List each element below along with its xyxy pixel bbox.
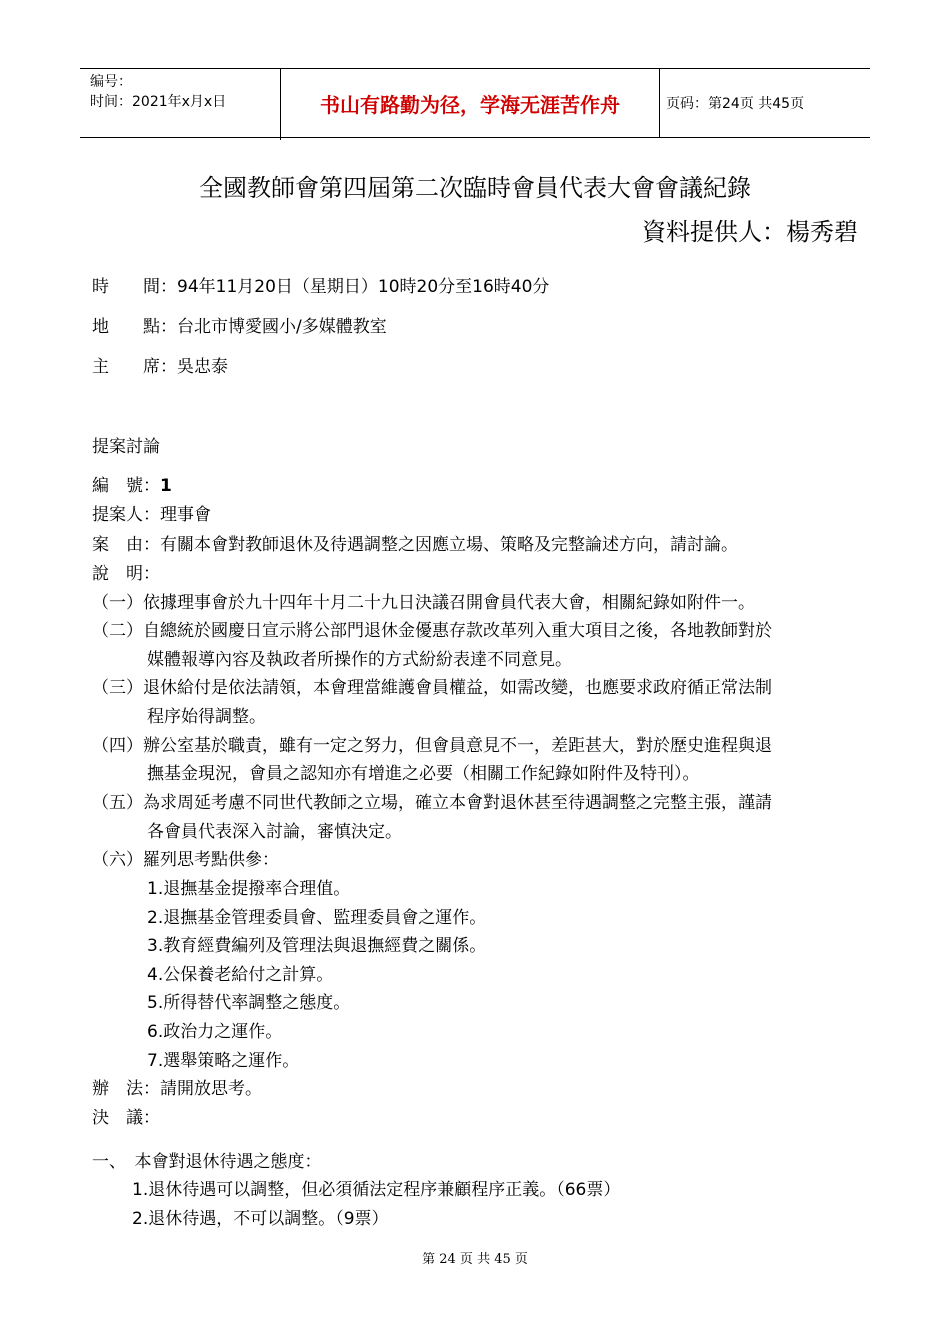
section-heading: 提案討論 — [92, 437, 160, 457]
explanation-label: 說 明： — [92, 564, 160, 584]
list-item-continuation: 撫基金現況，會員之認知亦有增進之必要（相關工作紀錄如附件及特刊）。 — [147, 764, 700, 784]
list-item-continuation: 媒體報導內容及執政者所操作的方式紛紛表達不同意見。 — [147, 650, 572, 670]
proposal-number — [92, 471, 172, 496]
consideration-item: 1.退撫基金提撥率合理值。 — [147, 879, 351, 899]
resolution-vote: 2.退休待遇，不可以調整。（9票） — [132, 1209, 389, 1229]
list-item: （三）退休給付是依法請領，本會理當維護會員權益，如需改變，也應要求政府循正常法制 — [92, 678, 772, 698]
list-item: （四）辦公室基於職責，雖有一定之努力，但會員意見不一，差距甚大，對於歷史進程與退 — [92, 736, 772, 756]
proposal-number-value: 1 — [160, 476, 172, 496]
header-page-label: 页码：第24页 共45页 — [666, 96, 805, 112]
resolution-vote: 1.退休待遇可以調整，但必須循法定程序兼顧程序正義。（66票） — [132, 1180, 621, 1200]
consideration-item: 2.退撫基金管理委員會、監理委員會之運作。 — [147, 908, 487, 928]
list-item-continuation: 程序始得調整。 — [147, 707, 266, 727]
list-item: （五）為求周延考慮不同世代教師之立場，確立本會對退休甚至待遇調整之完整主張，謹請 — [92, 793, 772, 813]
header-time-label: 时间：2021年x月x日 — [90, 94, 227, 110]
resolution-item: 一、 本會對退休待遇之態度： — [92, 1152, 322, 1172]
consideration-item: 4.公保養老給付之計算。 — [147, 965, 334, 985]
resolution-label: 決 議： — [92, 1108, 160, 1128]
header-motto: 书山有路勤为径，学海无涯苦作舟 — [281, 69, 660, 137]
consideration-item: 5.所得替代率調整之態度。 — [147, 993, 351, 1013]
list-item: （一）依據理事會於九十四年十月二十九日決議召開會員代表大會，相關紀錄如附件一。 — [92, 593, 755, 613]
document-title: 全國教師會第四屆第二次臨時會員代表大會會議紀錄 — [199, 174, 751, 202]
proposal-number-label: 編 號： — [92, 476, 160, 496]
page-footer: 第 24 页 共 45 页 — [422, 1252, 528, 1267]
header-number-label: 编号： — [90, 74, 132, 90]
meeting-time: 時 間：94年11月20日（星期日）10時20分至16時40分 — [92, 277, 550, 297]
proposal-cause: 案 由：有關本會對教師退休及待遇調整之因應立場、策略及完整論述方向，請討論。 — [92, 535, 738, 555]
document-header — [80, 68, 870, 138]
document-provider: 資料提供人：楊秀碧 — [642, 218, 858, 246]
method: 辦 法：請開放思考。 — [92, 1079, 262, 1099]
list-item-continuation: 各會員代表深入討論，審慎決定。 — [147, 822, 402, 842]
proposer: 提案人：理事會 — [92, 505, 211, 525]
list-item: （二）自總統於國慶日宣示將公部門退休金優惠存款改革列入重大項目之後，各地教師對於 — [92, 621, 772, 641]
consideration-item: 7.選舉策略之運作。 — [147, 1051, 300, 1071]
list-item: （六）羅列思考點供參： — [92, 850, 279, 870]
meeting-place: 地 點：台北市博愛國小/多媒體教室 — [92, 317, 387, 337]
header-meta-cell — [80, 69, 281, 140]
meeting-chair: 主 席：吳忠泰 — [92, 357, 228, 377]
consideration-item: 3.教育經費編列及管理法與退撫經費之關係。 — [147, 936, 487, 956]
consideration-item: 6.政治力之運作。 — [147, 1022, 283, 1042]
